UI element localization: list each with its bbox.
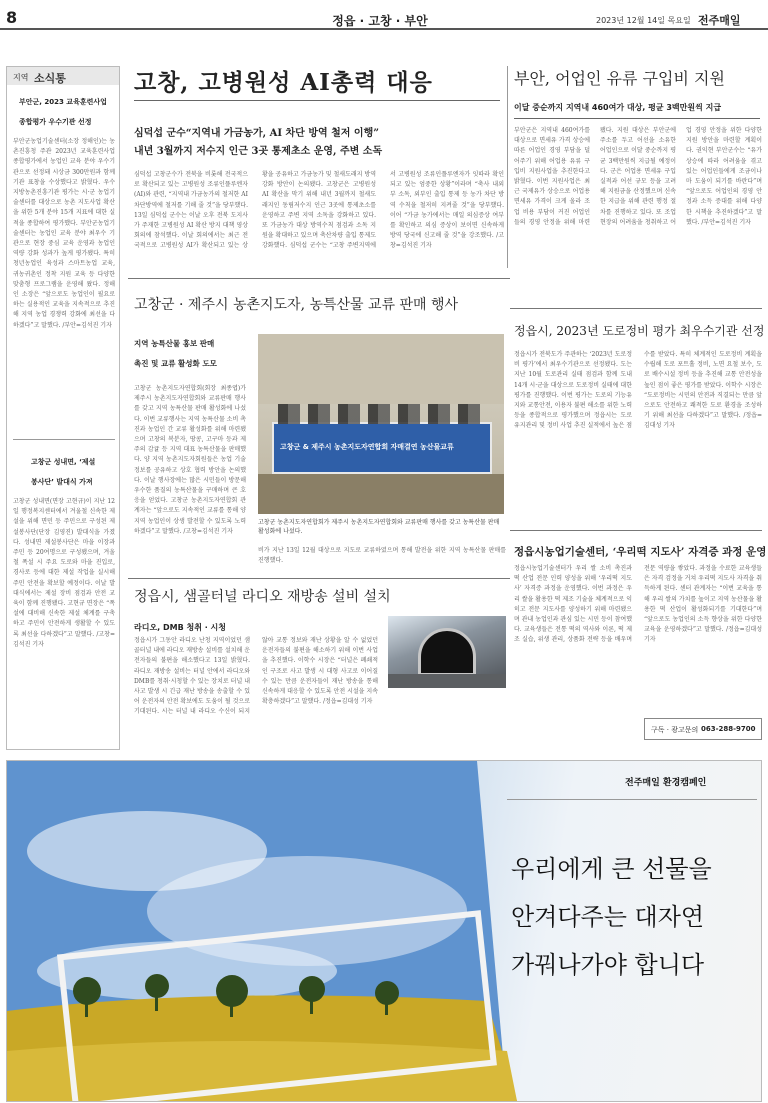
story6-rule [128,578,510,579]
sidebar-item2-body: 고창군 성내면(면장 고현규)이 지난 12일 행정복지센터에서 겨울철 신속한 제설을 위해 면민 등 주민으로 구성된 제설봉사단(단장 김영진) 발대식을 가졌다. 성내면 제설봉사단은 마을 이장과 주민 등 20여명으로 구성됐으며, 겨울철 폭설 시 주요 도로와 마을 진입로, 경사로 등에 대한 제설 작업을 실시해 주민 안전을 확보할 예정이다. 이날 발대식에서는 제설 장비 점검과 안전 교육이 함께 진행됐다. 고현규 면장은 “폭설에 대비해 신속한 제설 체계를 구축하고 주민이 안전하게 생활할 수 있도록 최선을 다하겠다”고 말했다. /고창=김석진 기자 [13,498,115,648]
column-divider [507,66,508,268]
story6-photo [388,616,506,688]
story2-subhead: 이달 중순까지 지역내 460여가 대상, 평균 3백만원씩 지급 [514,103,722,112]
page-header [0,0,768,30]
sidebar-item1-title-b: 종합평가 우수기관 선정 [19,118,92,126]
subscription-box [644,718,762,740]
story6-headline: 정읍시, 샘골터널 라디오 재방송 설비 설치 [134,589,391,605]
ad-line-2: 안겨다주는 대자연 [511,903,705,931]
section-title: 정읍 · 고창 · 부안 [332,14,428,28]
story1-rule [134,100,500,101]
story2-rule [514,118,760,119]
sidebar-item1-body: 부안군농업기술센터(소장 정해인)는 농촌진흥청 주관 2023년 교육훈련사업 종합평가에서 농업인 교육 분야 우수기관으로 선정돼 시상금 300만원과 함께 기관 표창을 수상했다고 밝혔다. 우수 지방농촌진흥기관 평가는 시·군 농업기술센터를 대상으로 농촌 지도사업 확산을 위한 5개 분야 15개 지표에 대한 실적을 종합하여 평가했다. 부안군농업기술센터는 농업인 교육 분야 최우수 기관으로 현장 중심 교육 운영과 농업인 역량 강화 성과가 높게 평가됐다. 특히 청년농업인 육성과 스마트농업 교육, 귀농귀촌인 정착 지원 교육 등 다양한 맞춤형 프로그램을 운영해 왔다. 정해인 소장은 “앞으로도 농업인이 필요로 하는 실용적인 교육을 지속적으로 추진해 지역 농업 경쟁력 강화에 최선을 다하겠다”고 말했다. /부안=김석진 기자 [13,138,115,329]
sidebar-divider [13,439,115,440]
story3-subhead-1: 지역 농특산물 홍보 판매 [134,339,215,348]
story1-subhead-1: 심덕섭 군수“지역내 가금농가, AI 차단 방역 철저 이행” [134,128,379,139]
story4-headline: 정읍시, 2023년 도로정비 평가 최우수기관 선정 [514,324,765,338]
story5-rule [510,530,762,531]
sidebar-item2-title-b: 봉사단’ 발대식 가져 [31,478,93,486]
sidebar [6,66,120,750]
story6-body: 정읍시가 그동안 라디오 난청 지역이었던 샘골터널 내에 라디오 재방송 설비를 설치해 운전자들의 불편을 해소했다고 13일 밝혔다. 라디오 재방송 설비는 터널 안에서 라디오와 DMB를 청취·시청할 수 있는 장치로 터널 내 사고 발생 시 긴급 재난 방송을 송출할 수 있어 운전자의 안전 확보에도 도움이 될 것으로 기대된다. 시는 터널 내 라디오 수신이 되지 않아 교통 정보와 재난 상황을 알 수 없었던 운전자들의 불편을 해소하기 위해 이번 사업을 추진했다. 이학수 시장은 “터널은 폐쇄적인 구조로 사고 발생 시 대형 사고로 이어질 수 있는 만큼 운전자들이 재난 방송을 통해 신속하게 대응할 수 있도록 안전 시설을 지속 확충하겠다”고 말했다. /정읍=김대성 기자 [134,637,378,716]
story3-subhead-2: 촉진 및 교류 활성화 도모 [134,359,217,368]
page-number: 8 [6,8,18,27]
story3-headline: 고창군 · 제주시 농촌지도자, 농특산물 교류 판매 행사 [134,297,459,313]
story2-body: 부안군은 지역내 460여가를 대상으로 면세유 가격 상승에 따른 어업인 경영 부담을 덜어주기 위해 어업용 유류 구입비 지원사업을 추진한다고 밝혔다. 이번 지원사업은 최근 국제유가 상승으로 어업용 면세유 가격이 크게 올라 조업 비용 부담이 커진 어업인들의 경영 안정을 위해 마련됐다. 지원 대상은 부안군에 주소를 두고 어선을 소유한 어업인으로 이달 중순까지 평균 3백만원씩 지급될 예정이다. 군은 어업용 면세유 구입 실적과 어선 규모 등을 고려해 지원금을 산정했으며 신속한 지급을 위해 관련 행정 절차를 진행하고 있다. 또 조업 현장의 어려움을 청취하고 어업 경영 안정을 위한 다양한 지원 방안을 마련할 계획이다. 권익현 부안군수는 “유가 상승에 따라 어려움을 겪고 있는 어업인들에게 조금이나마 도움이 되기를 바란다”며 “앞으로도 어업인의 경영 안정과 소득 증대를 위해 다양한 시책을 추진하겠다”고 말했다. /부안=김석진 기자 [514,127,762,226]
photo-banner: 고창군 & 제주시 농촌지도자연합회 자매결연 농산물교류 [272,422,492,474]
story3-rule [128,278,510,279]
story5-headline: 정읍시농업기술센터, ‘우리떡 지도사’ 자격증 과정 운영 [514,546,767,558]
story5-body: 정읍시농업기술센터가 우리 쌀 소비 촉진과 떡 산업 전문 인력 양성을 위해 ‘우리떡 지도사’ 자격증 과정을 운영했다. 이번 과정은 우리 쌀을 활용한 떡 제조 기술을 체계적으로 익히고 전문 지도사를 양성하기 위해 마련됐으며 관내 농업인과 관심 있는 시민 등이 참여했다. 교육생들은 전통 떡의 역사와 이론, 떡 제조 실습, 위생 관리, 상품화 전략 등을 배우며 전문 역량을 쌓았다. 과정을 수료한 교육생들은 자격 검정을 거쳐 우리떡 지도사 자격을 취득하게 된다. 센터 관계자는 “이번 교육을 통해 우리 쌀의 가치를 높이고 지역 농산물을 활용한 떡 산업이 활성화되기를 기대한다”며 “앞으로도 농업인의 소득 향상을 위한 다양한 교육을 운영하겠다”고 말했다. /정읍=김대성 기자 [514,565,762,644]
story3-photo [258,334,504,514]
ad-line-1: 우리에게 큰 선물을 [511,855,712,883]
issue-date: 2023년 12월 14일 목요일 [596,16,691,25]
story3-tail: 비가 지난 13일 12월 대상으로 지도로 교류하였으며 통해 발전을 위한 지역 농특산물 판매를 진행했다. [258,547,506,565]
ad-campaign [6,760,762,1102]
story1-body: 심덕섭 고창군수가 전북을 비롯해 전국적으로 확산되고 있는 고병원성 조류인플루엔자(AI)와 관련, “지역내 가금농가의 철저한 AI차단방역에 철저를 기해 줄 것”을 당부했다. 13일 심덕섭 군수는 이날 오후 전북 도지사가 주재한 고병원성 AI 확산 방지 대책 영상회의에 참석했다. 이날 회의에서는 최근 전국적으로 고병원성 AI가 확산되고 있는 상황을 공유하고 가금농가 및 철새도래지 방역 강화 방안이 논의됐다. 고창군은 고병원성 AI 확산을 막기 위해 내년 3월까지 철새도래지인 동림저수지 인근 3곳에 통제초소를 운영하고 주변 지역 소독을 강화하고 있다. 또 가금농가 대상 방역수칙 점검과 소독 지원을 확대하고 있으며 축산차량 출입 통제도 강화했다. 심덕섭 군수는 “고창 주변지역에서 고병원성 조류인플루엔자가 잇따라 확인되고 있는 엄중한 상황”이라며 “축사 내외부 소독, 외부인 출입 통제 등 농가 차단 방역 수칙을 철저히 지켜줄 것”을 당부했다. 이어 “가금 농가에서는 매일 의심증상 여부를 확인하고 의심 증상이 보이면 신속하게 방역 당국에 신고해 줄 것”을 강조했다. /고창=김석진 기자 [134,171,504,250]
story3-caption: 고창군 농촌지도자연합회가 제주시 농촌지도자연합회와 교류판매 행사를 갖고 농특산물 판매 활성화에 나섰다. [258,519,500,535]
brand-name: 전주매일 [698,14,741,27]
photo-people [278,404,484,424]
story4-body: 정읍시가 전북도가 주관하는 ‘2023년 도로정비 평가’에서 최우수기관으로 선정됐다. 도는 지난 10월 도로관리 실태 점검과 함께 도내 14개 시·군을 대상으로 도로정비 실태에 대한 평가를 진행했다. 이번 평가는 도로의 기능유지와 교통안전, 이용자 불편 해소를 위한 노력 등을 종합적으로 평가했으며 정읍시는 도로 유지관리 및 정비 사업 추진 실적에서 높은 점수를 받았다. 특히 체계적인 도로정비 계획을 수립해 도로 포트홀 정비, 노면 요철 보수, 도로 배수시설 정비 등을 추진해 교통 안전성을 높인 점이 좋은 평가를 받았다. 이학수 시장은 “도로정비는 시민의 안전과 직결되는 만큼 앞으로도 안전하고 쾌적한 도로 환경을 조성하기 위해 최선을 다하겠다”고 말했다. /정읍=김대성 기자 [514,351,762,430]
story4-rule [510,308,762,309]
story1-headline: 고창, 고병원성 AI총력 대응 [134,69,433,96]
subscription-label: 구독 · 광고문의 [651,726,699,734]
story1-subhead-2: 내년 3월까지 저수지 인근 3곳 통제초소 운영, 주변 소독 [134,146,383,157]
story6-subhead: 라디오, DMB 청취 · 시청 [134,623,227,632]
story2-headline: 부안, 어업인 유류 구입비 지원 [514,69,725,88]
sidebar-item1-title-a: 부안군, 2023 교육훈련사업 [19,98,107,106]
ad-line-3: 가꿔나가야 합니다 [511,951,705,979]
subscription-phone: 063-288-9700 [701,725,756,733]
story3-body: 고창군 농촌지도자연합회(회장 최종엽)가 제주시 농촌지도자연합회와 교류판매 행사를 갖고 지역 농특산물 판매 활성화에 나섰다. 이번 교류행사는 지역 농특산물 소비 촉진과 농업인 간 교류 활성화를 위해 마련됐으며 고창의 복분자, 땅콩, 고구마 등과 제주의 감귤 등 지역 대표 농특산물을 판매했다. 양 지역 농촌지도자회원들은 농업 기술 정보를 공유하고 상호 협력 방안을 논의했다. 이날 행사장에는 많은 시민들이 방문해 우수한 품질의 농특산물을 구매하며 큰 호응을 얻었다. 고창군 농촌지도자연합회 관계자는 “앞으로도 지속적인 교류를 통해 양 지역 농업인이 상생 발전할 수 있도록 노력하겠다”고 말했다. /고창=김석진 기자 [134,385,246,535]
sidebar-item2-title-a: 고창군 성내면, ‘제설 [31,458,96,466]
tunnel-entrance [418,628,476,676]
ad-campaign-title: 전주매일 환경캠페인 [625,778,707,788]
sidebar-label: 지역 소식통 [7,67,119,85]
